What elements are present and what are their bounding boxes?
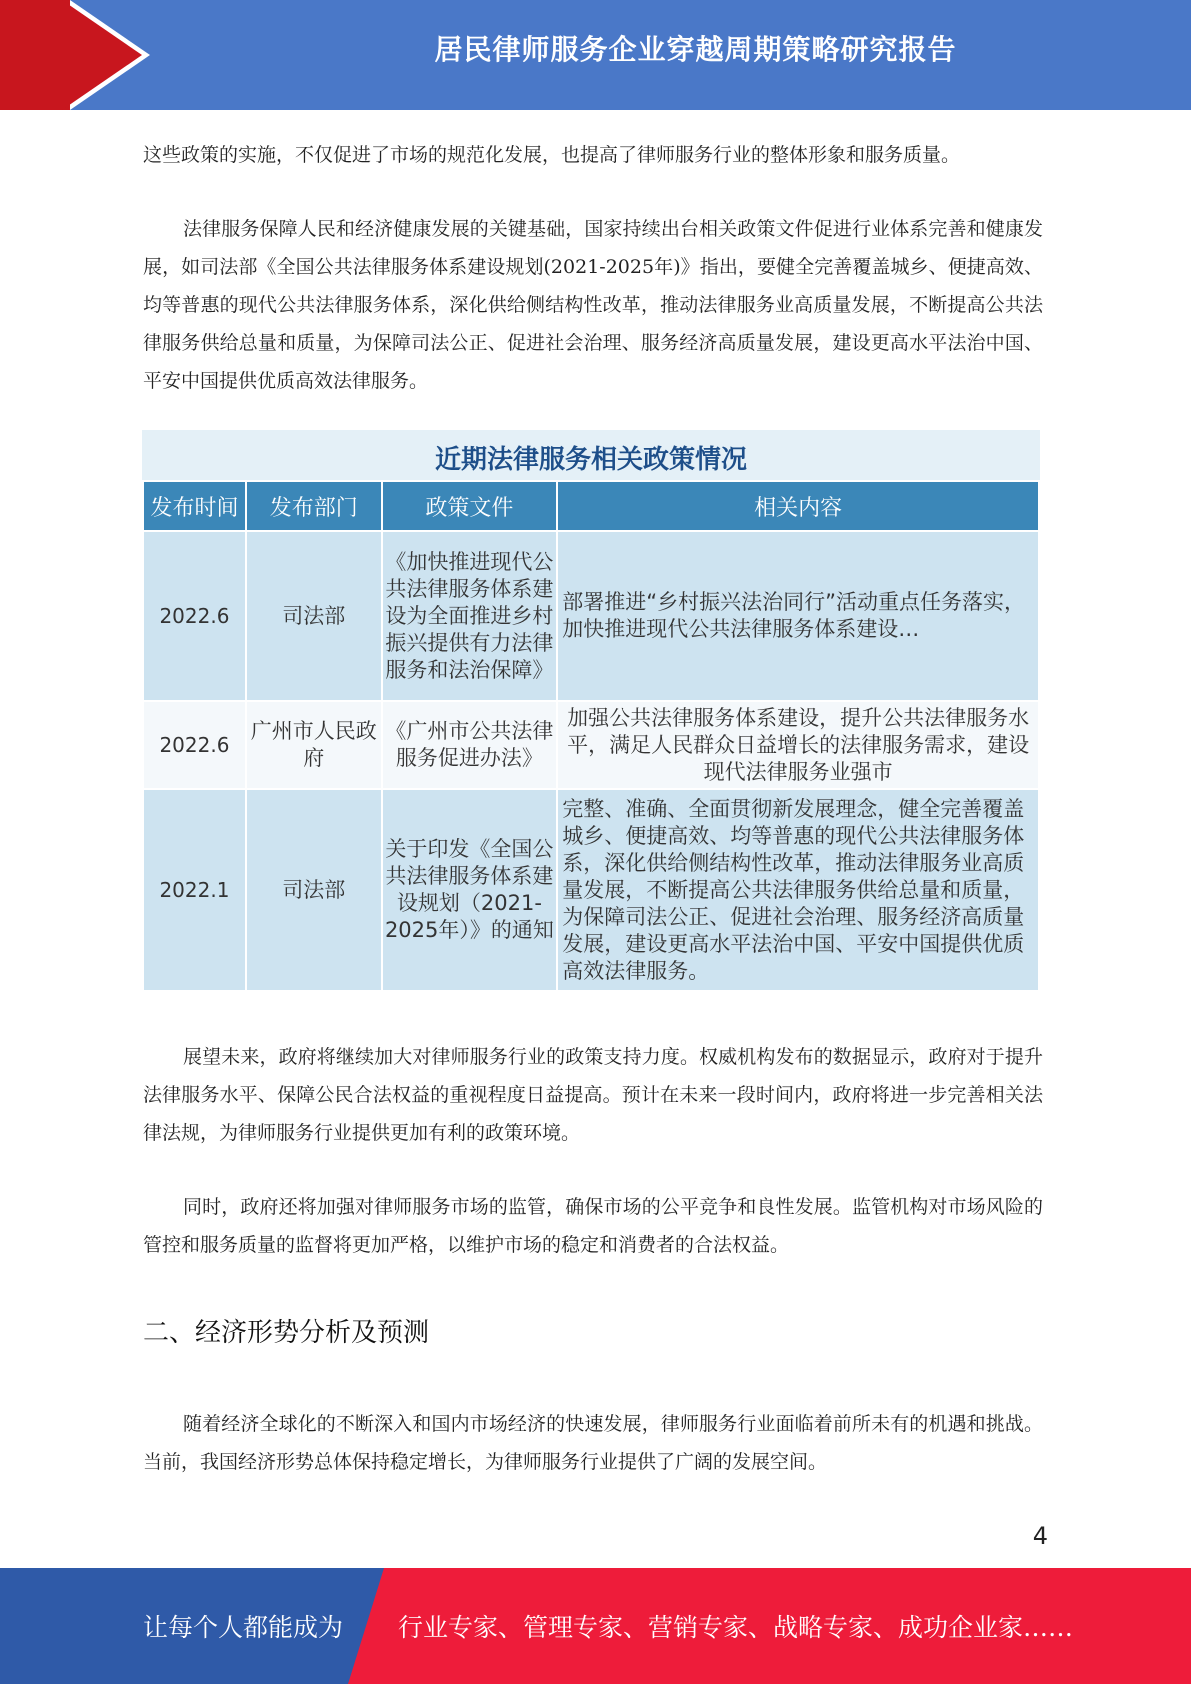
section-heading: 二、经济形势分析及预测 [143,1318,430,1348]
page-header [0,0,1191,110]
cell-content: 完整、准确、全面贯彻新发展理念，健全完善覆盖城乡、便捷高效、均等普惠的现代公共法律服务体系，深化供给侧结构性改革，推动法律服务业高质量发展，不断提高公共法律服务供给总量和质量，为保障司法公正、促进社会治理、服务经济高质量发展，建设更高水平法治中国、平安中国提供优质高效法律服务。 [557,789,1039,991]
header-dept: 发布部门 [246,481,382,531]
table-row [143,531,1039,701]
header-date: 发布时间 [143,481,246,531]
paragraph-2-container [143,210,1043,400]
paragraph-2: 法律服务保障人民和经济健康发展的关键基础，国家持续出台相关政策文件促进行业体系完善和健康发展，如司法部《全国公共法律服务体系建设规划(2021-2025年)》指出，要健全完善覆盖城乡、便捷高效、均等普惠的现代公共法律服务体系，深化供给侧结构性改革，推动法律服务业高质量发展，不断提高公共法律服务供给总量和质量，为保障司法公正、促进社会治理、服务经济高质量发展，建设更高水平法治中国、平安中国提供优质高效法律服务。 [143,218,1043,392]
cell-dept: 广州市人民政府 [246,701,382,789]
cell-dept: 司法部 [246,789,382,991]
table-row [143,789,1039,991]
cell-content: 加强公共法律服务体系建设，提升公共法律服务水平，满足人民群众日益增长的法律服务需求，建设现代法律服务业强市 [557,701,1039,789]
paragraph-4-container [143,1188,1043,1264]
cell-date: 2022.1 [143,789,246,991]
cell-doc: 《广州市公共法律服务促进办法》 [382,701,558,789]
paragraph-5-container [143,1405,1043,1481]
paragraph-3-container [143,1038,1043,1152]
cell-dept: 司法部 [246,531,382,701]
policy-table-figure [142,430,1040,992]
report-title: 居民律师服务企业穿越周期策略研究报告 [434,33,957,66]
cell-doc: 关于印发《全国公共法律服务体系建设规划（2021-2025年）》的通知 [382,789,558,991]
policy-table [142,480,1040,992]
paragraph-3: 展望未来，政府将继续加大对律师服务行业的政策支持力度。权威机构发布的数据显示，政府对于提升法律服务水平、保障公民合法权益的重视程度日益提高。预计在未来一段时间内，政府将进一步完善相关法律法规，为律师服务行业提供更加有利的政策环境。 [143,1046,1043,1144]
header-arrow-inner [62,0,142,110]
page-footer [0,1568,1191,1684]
page-number: 4 [1032,1522,1048,1550]
table-row [143,701,1039,789]
cell-date: 2022.6 [143,531,246,701]
policy-table-header-row [143,481,1039,531]
paragraph-4: 同时，政府还将加强对律师服务市场的监管，确保市场的公平竞争和良性发展。监管机构对市场风险的管控和服务质量的监督将更加严格，以维护市场的稳定和消费者的合法权益。 [143,1196,1043,1256]
paragraph-5: 随着经济全球化的不断深入和国内市场经济的快速发展，律师服务行业面临着前所未有的机遇和挑战。当前，我国经济形势总体保持稳定增长，为律师服务行业提供了广阔的发展空间。 [143,1413,1043,1473]
cell-content: 部署推进“乡村振兴法治同行”活动重点任务落实，加快推进现代公共法律服务体系建设… [557,531,1039,701]
footer-slogan-right: 行业专家、管理专家、营销专家、战略专家、成功企业家…… [398,1613,1074,1642]
paragraph-1-container [143,136,1043,174]
cell-doc: 《加快推进现代公共法律服务体系建设为全面推进乡村振兴提供有力法律服务和法治保障》 [382,531,558,701]
policy-table-title: 近期法律服务相关政策情况 [434,445,747,475]
header-red-block [0,0,70,110]
cell-date: 2022.6 [143,701,246,789]
footer-slogan-left: 让每个人都能成为 [143,1613,344,1642]
header-doc: 政策文件 [382,481,558,531]
header-content: 相关内容 [557,481,1039,531]
paragraph-1: 这些政策的实施，不仅促进了市场的规范化发展，也提高了律师服务行业的整体形象和服务质量。 [143,144,961,166]
